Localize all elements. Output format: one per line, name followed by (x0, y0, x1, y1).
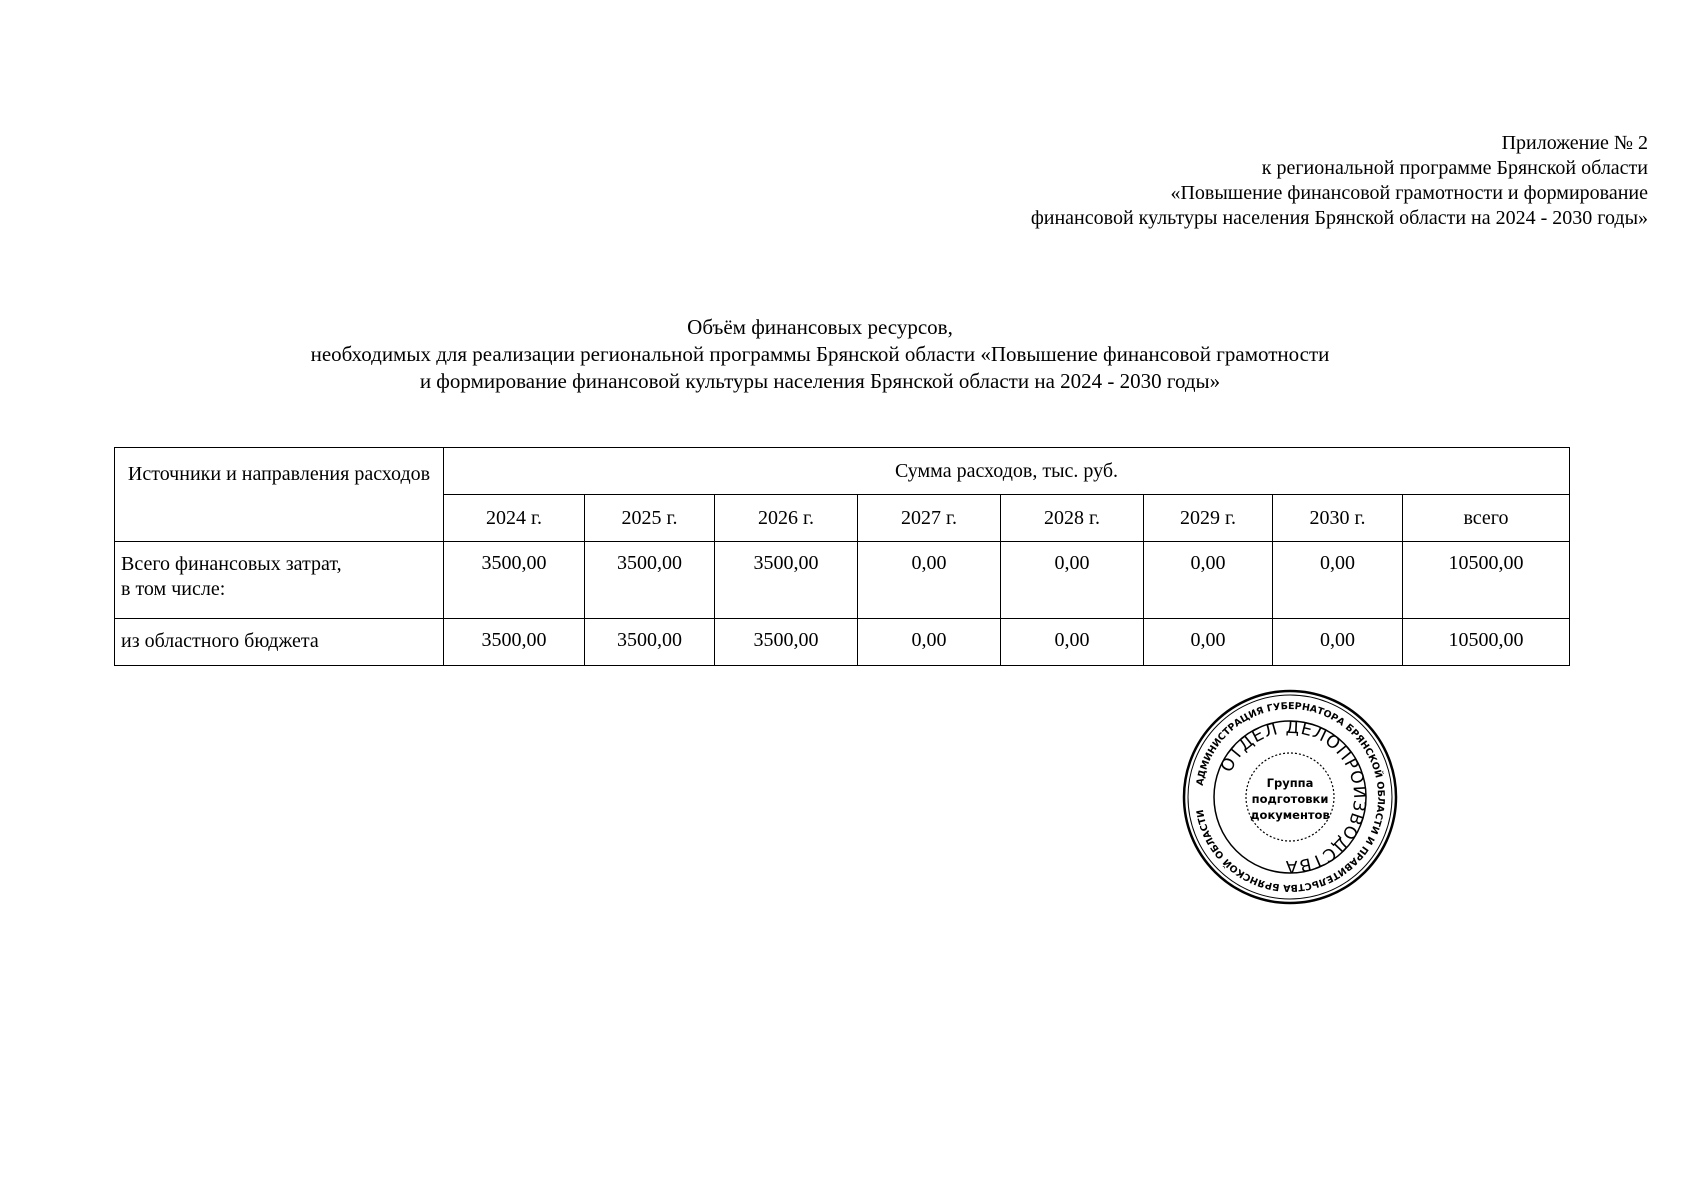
appendix-header (1031, 131, 1648, 231)
table-cell: 0,00 (1144, 542, 1273, 619)
table-cell: 3500,00 (585, 619, 715, 666)
table-cell: 0,00 (1273, 542, 1403, 619)
row-label-line: в том числе: (121, 578, 226, 600)
table-cell: 3500,00 (715, 542, 858, 619)
table-cell: 3500,00 (444, 542, 585, 619)
table-row (115, 542, 1570, 619)
stamp-outer-text: АДМИНИСТРАЦИЯ ГУБЕРНАТОРА БРЯНСКОЙ ОБЛАСТИ И ПРАВИТЕЛЬСТВА БРЯНСКОЙ ОБЛАСТИ (1194, 700, 1387, 894)
year-header: 2027 г. (858, 495, 1001, 542)
document-title (115, 314, 1525, 395)
row-label: из областного бюджета (115, 619, 444, 666)
table-cell: 0,00 (1001, 542, 1144, 619)
year-header: 2024 г. (444, 495, 585, 542)
stamp-center-line: Группа (1266, 776, 1314, 790)
title-line: и формирование финансовой культуры населения Брянской области на 2024 - 2030 годы» (419, 369, 1221, 393)
year-header: 2030 г. (1273, 495, 1403, 542)
appendix-line: финансовой культуры населения Брянской области на 2024 - 2030 годы» (1030, 207, 1648, 229)
year-header: 2029 г. (1144, 495, 1273, 542)
year-header: 2028 г. (1001, 495, 1144, 542)
table-cell: 0,00 (858, 619, 1001, 666)
year-header: 2025 г. (585, 495, 715, 542)
table-header-row (115, 448, 1570, 495)
appendix-line: к региональной программе Брянской области (1261, 157, 1648, 179)
financial-resources-table (114, 447, 1570, 666)
table-cell: 3500,00 (585, 542, 715, 619)
row-label-line: Всего финансовых затрат, (121, 553, 342, 575)
stamp-graphic (1180, 687, 1400, 907)
total-header: всего (1403, 495, 1570, 542)
table-row (115, 619, 1570, 666)
office-stamp (1180, 687, 1400, 907)
table-cell: 0,00 (1144, 619, 1273, 666)
appendix-line: «Повышение финансовой грамотности и формирование (1170, 182, 1648, 204)
table-cell: 0,00 (1273, 619, 1403, 666)
table-cell: 0,00 (1001, 619, 1144, 666)
row-label (115, 542, 444, 619)
stamp-center-line: подготовки (1251, 792, 1329, 806)
sum-column-header: Сумма расходов, тыс. руб. (444, 448, 1570, 495)
table-cell: 3500,00 (715, 619, 858, 666)
table-cell: 3500,00 (444, 619, 585, 666)
table-cell: 10500,00 (1403, 542, 1570, 619)
title-line: необходимых для реализации региональной программы Брянской области «Повышение финансовой грамотности (310, 342, 1330, 366)
stamp-center-line: документов (1250, 808, 1330, 822)
table-cell: 0,00 (858, 542, 1001, 619)
source-column-header: Источники и направления расходов (115, 448, 444, 542)
year-header: 2026 г. (715, 495, 858, 542)
table-cell: 10500,00 (1403, 619, 1570, 666)
title-line: Объём финансовых ресурсов, (687, 315, 953, 339)
appendix-line: Приложение № 2 (1501, 132, 1648, 154)
stamp-middle-text: ОТДЕЛ ДЕЛОПРОИЗВОДСТВА (1216, 717, 1370, 877)
